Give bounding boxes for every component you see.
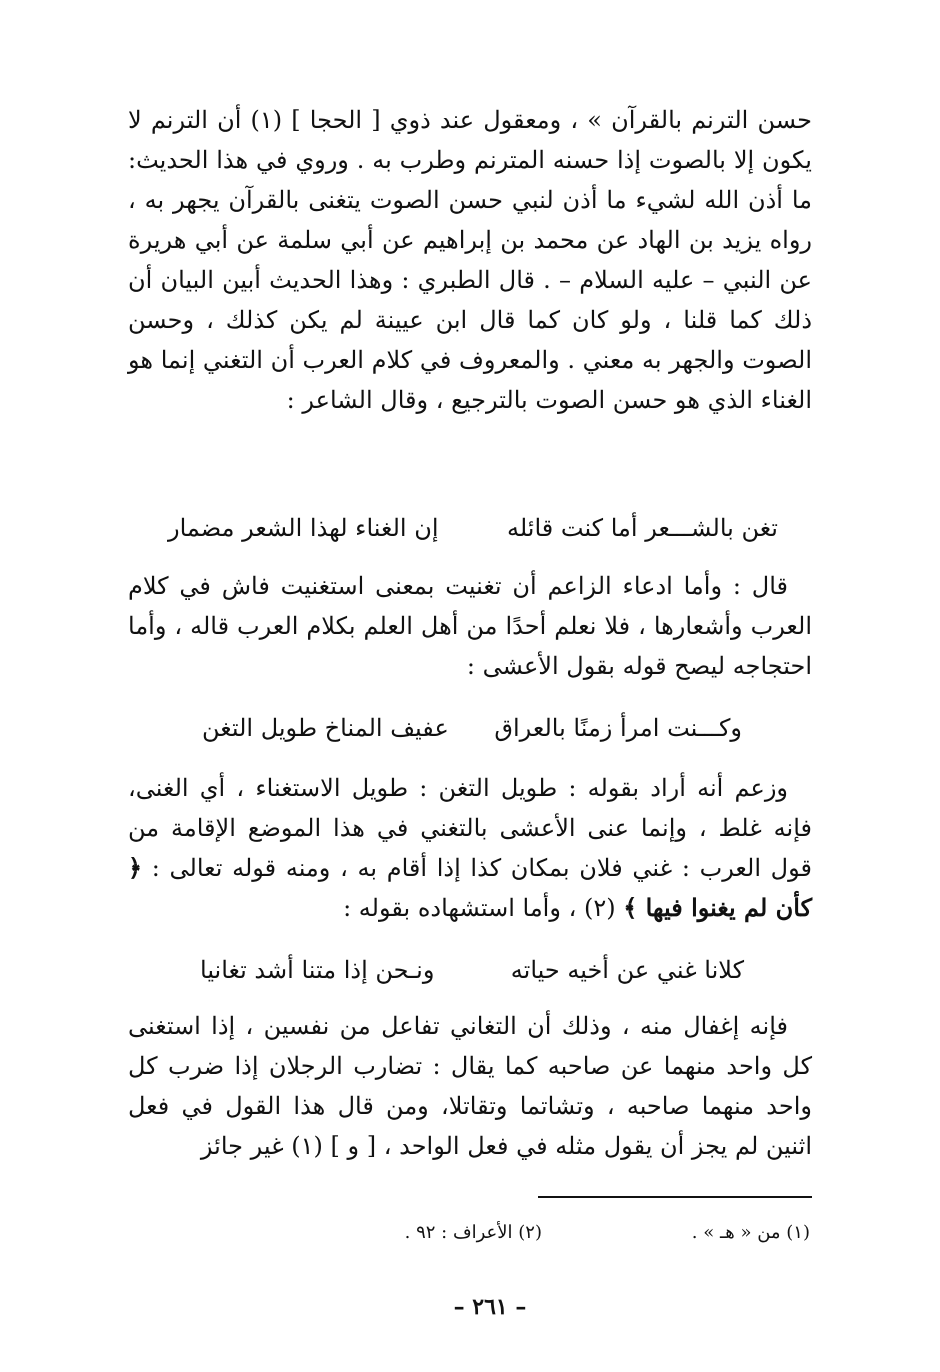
verse-1-second-hemistich: إن الغناء لهذا الشعر مضمار [168,514,439,542]
paragraph-3 [128,768,812,928]
paragraph-3-text-start: وزعم أنه أراد بقوله : طويل التغن : طويل الاستغناء ، أي الغنى، فإنه غلط ، وإنما عنى الأعشى بالتغني في هذا الموضع الإقامة من قول العرب : غني فلان بمكان كذا إذا أقام به ، ومنه قوله تعالى : [128,774,812,882]
footnote-1: (١) من « هـ » . [691,1222,810,1243]
verse-line-2 [128,710,812,746]
verse-2-first-hemistich: وكـــنت امرأ زمنًا بالعراق [494,714,742,742]
verse-line-3 [128,952,812,988]
paragraph-3-text-end: (٢) ، وأما استشهاده بقوله : [343,894,624,922]
page-number: – ٢٦١ – [453,1294,527,1320]
paragraph-2: قال : وأما ادعاء الزاعم أن تغنيت بمعنى استغنيت فاش في كلام العرب وأشعارها ، فلا نعلم أحدًا من أهل العلم بكلام العرب قاله ، وأما احتجاجه ليصح قوله بقول الأعشى : [128,572,812,680]
verse-line-1 [128,510,812,546]
footnote-2: (٢) الأعراف : ٩٢ . [404,1222,542,1243]
footnotes [128,1218,812,1248]
quranic-quote: ﴿ كأن لم يغنوا فيها ﴾ [128,853,812,922]
footnote-separator [538,1196,812,1198]
verse-1-first-hemistich: تغن بالشـــعر أما كنت قائله [506,514,778,542]
paragraph-1: حسن الترنم بالقرآن » ، ومعقول عند ذوي [ الحجا ] (١) أن الترنم لا يكون إلا بالصوت إذا حسنه المترنم وطرب به . وروي في هذا الحديث: ما أذن الله لشيء ما أذن لنبي حسن الصوت يتغنى بالقرآن يجهر به ، رواه يزيد بن الهاد عن محمد بن إبراهيم عن أبي سلمة عن أبي هريرة عن النبي – عليه السلام – . قال الطبري : وهذا الحديث أبين البيان أن ذلك كما قلنا ، ولو كان كما قال ابن عيينة لم يكن كذلك ، وحسن الصوت والجهر به معني . والمعروف في كلام العرب أن التغني إنما هو الغناء الذي هو حسن الصوت بالترجيع ، وقال الشاعر : [128,106,812,414]
verse-3-first-hemistich: كلانا غني عن أخيه حياته [510,956,744,984]
verse-3-second-hemistich: ونـحن إذا متنا أشد تغانيا [200,956,435,984]
verse-2-second-hemistich: عفيف المناخ طويل التغن [202,714,449,742]
paragraph-4: فإنه إغفال منه ، وذلك أن التغاني تفاعل من نفسين ، إذا استغنى كل واحد منهما عن صاحبه كما يقال : تضارب الرجلان إذا ضرب كل واحد منهما صاحبه ، وتشاتما وتقاتلا، ومن قال هذا القول في فعل اثنين لم يجز أن يقول مثله في فعل الواحد ، [ و ] (١) غير جائز [128,1012,813,1160]
